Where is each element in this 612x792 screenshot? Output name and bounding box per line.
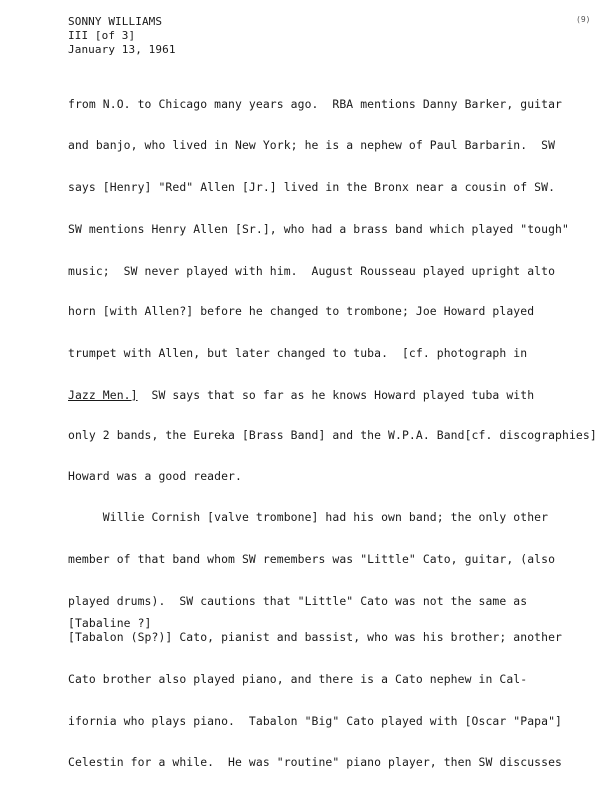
body-line: only 2 bands, the Eureka [Brass Band] and the W.P.A. Band[cf. discographies] — [68, 428, 597, 442]
body-line: ifornia who plays piano. Tabalon "Big" Cato played with [Oscar "Papa"] — [68, 714, 562, 728]
body-line: trumpet with Allen, but later changed to tuba. [cf. photograph in — [68, 346, 528, 360]
body-line: from N.O. to Chicago many years ago. RBA mentions Danny Barker, guitar — [68, 97, 562, 111]
body-line: SW mentions Henry Allen [Sr.], who had a brass band which played "tough" — [68, 222, 569, 236]
body-line-rest: SW says that so far as he knows Howard played tuba with — [137, 388, 535, 402]
body-line: Celestin for a while. He was "routine" piano player, then SW discusses — [68, 755, 562, 769]
body-line: music; SW never played with him. August Rousseau played upright alto — [68, 264, 556, 278]
body-line: horn [with Allen?] before he changed to trombone; Joe Howard played — [68, 304, 535, 318]
page-number: (9) — [576, 15, 591, 24]
body-line: [Tabalon (Sp?)] Cato, pianist and bassist, who was his brother; another — [68, 630, 562, 644]
header-date: January 13, 1961 — [68, 43, 176, 56]
body-line: says [Henry] "Red" Allen [Jr.] lived in the Bronx near a cousin of SW. — [68, 180, 556, 194]
body-line-insert: [Tabaline ?] — [68, 616, 152, 630]
body-line: and banjo, who lived in New York; he is a nephew of Paul Barbarin. SW — [68, 138, 556, 152]
body-line: Willie Cornish [valve trombone] had his own band; the only other — [68, 510, 549, 524]
book-title: Jazz Men.] — [68, 388, 138, 402]
body-line: Cato brother also played piano, and there is a Cato nephew in Cal- — [68, 672, 528, 686]
header-part: III [of 3] — [68, 29, 136, 42]
body-line: member of that band whom SW remembers was "Little" Cato, guitar, (also — [68, 552, 556, 566]
body-line: Howard was a good reader. — [68, 469, 242, 483]
body-line — [68, 390, 534, 401]
body-line: played drums). SW cautions that "Little" Cato was not the same as — [68, 594, 528, 608]
header-name: SONNY WILLIAMS — [68, 15, 163, 28]
